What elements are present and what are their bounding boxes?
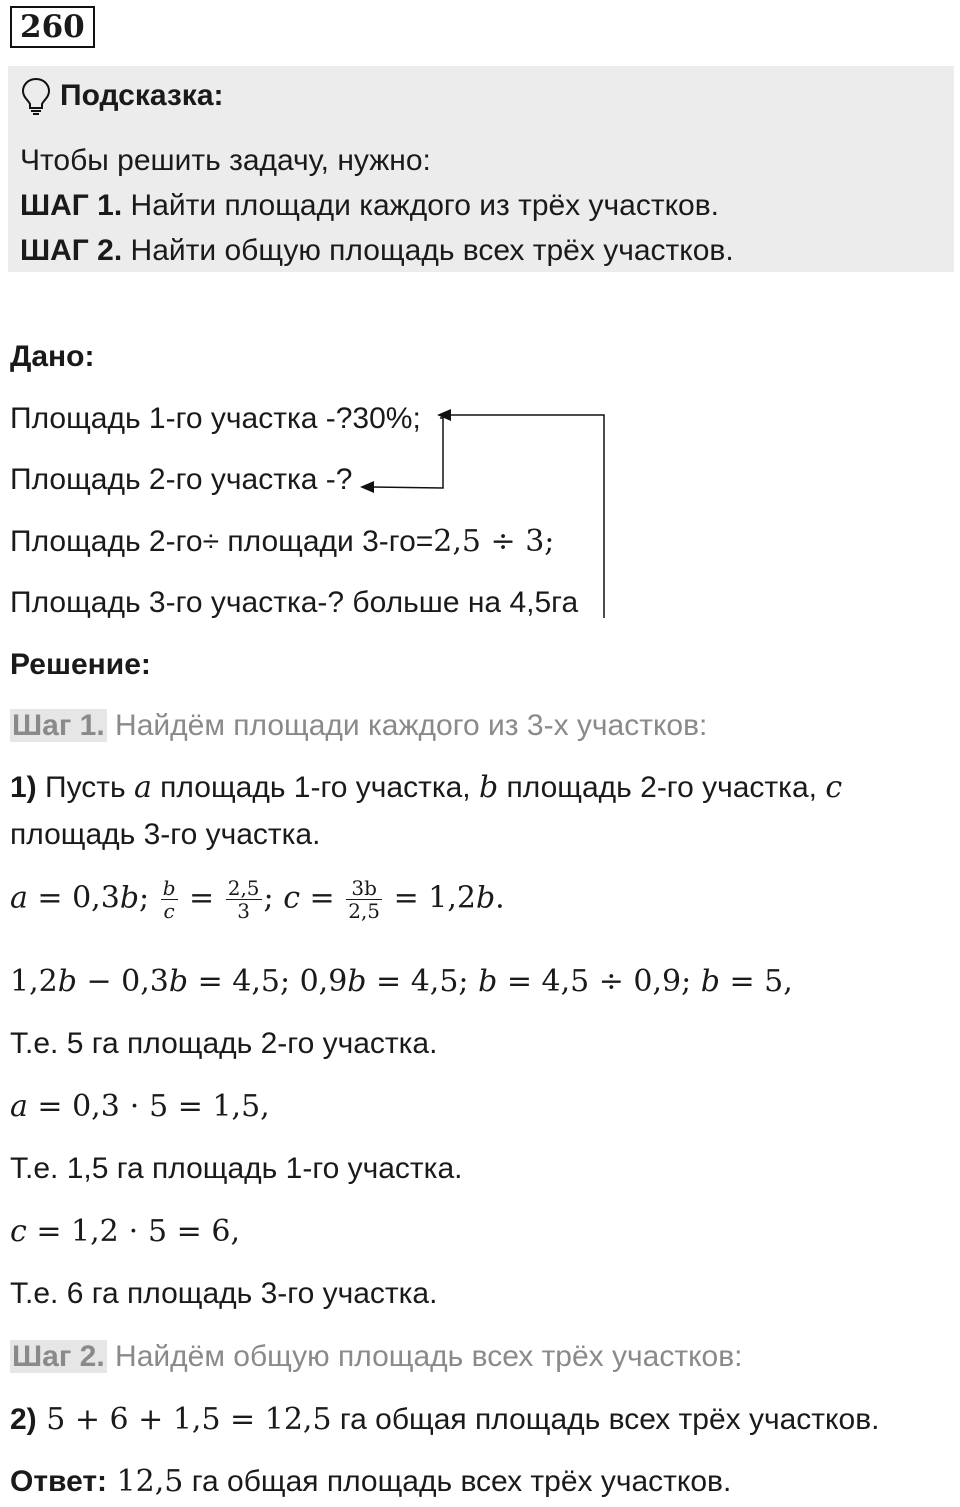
p1-text-2: площадь 1-го участка, [151, 771, 479, 804]
fraction-b-over-c [161, 877, 178, 922]
var-c: c [825, 770, 843, 805]
paragraph-1-line-2: площадь 3-го участка. [10, 818, 321, 851]
step-2-label: Шаг 2. [12, 1340, 105, 1373]
given-line-3-text: Площадь 2-го÷ площади 3-го= [10, 525, 434, 558]
eq1-b: b [119, 880, 140, 916]
given-line-4: Площадь 3-го участка-? больше на 4,5га [10, 586, 579, 619]
eq1-end: . [495, 880, 505, 916]
eq1-a-eq: = 0,3 [27, 880, 120, 916]
hint-intro: Чтобы решить задачу, нужно: [20, 144, 431, 177]
paragraph-1-line-1 [10, 770, 842, 805]
var-a: a [133, 770, 152, 805]
given-line-1: Площадь 1-го участка -?30%; [10, 402, 421, 435]
hint-title-text: Подсказка: [60, 79, 224, 112]
hint-step-2 [20, 234, 734, 268]
fraction-2-5-over-3 [226, 877, 262, 922]
step-1-text: Найдём площади каждого из 3-х участков: [106, 709, 708, 742]
step-2-text: Найдём общую площадь всех трёх участков: [106, 1340, 743, 1373]
frac3-num: 3b [346, 877, 382, 900]
answer-label: Ответ: [10, 1465, 108, 1498]
hint-step-1-label: ШАГ 1. [20, 189, 123, 222]
step-2-heading [10, 1340, 743, 1374]
var-b: b [478, 770, 499, 805]
arrowhead-line-2 [360, 481, 374, 493]
equation-1 [10, 877, 505, 922]
problem-number: 260 [10, 6, 95, 48]
hint-step-2-label: ШАГ 2. [20, 234, 123, 267]
hint-step-1-text: Найти площади каждого из трёх участков. [122, 189, 719, 222]
equation-3: 𝑎 = 0,3 ⋅ 5 = 1,5, [10, 1089, 270, 1124]
result-3: Т.е. 6 га площадь 3-го участка. [10, 1277, 438, 1310]
eq1-semi-2: ; [263, 880, 284, 916]
eq1-c: c [283, 880, 300, 916]
hint-step-2-text: Найти общую площадь всех трёх участков. [122, 234, 734, 267]
equation-2: 1,2𝑏 − 0,3𝑏 = 4,5; 0,9𝑏 = 4,5; 𝑏 = 4,5 ÷ 0,9; 𝑏 = 5, [10, 964, 793, 999]
given-line-2: Площадь 2-го участка -? [10, 463, 353, 496]
frac3-den: 2,5 [348, 899, 381, 923]
eq1-b-2: b [475, 880, 496, 916]
equation-4: 𝑐 = 1,2 ⋅ 5 = 6, [10, 1214, 240, 1249]
fraction-3b-over-2-5 [346, 877, 382, 922]
paragraph-2 [10, 1402, 879, 1437]
paragraph-1-num: 1) [10, 771, 37, 804]
p1-text-3: площадь 2-го участка, [498, 771, 826, 804]
arrowhead-line-1 [437, 409, 451, 421]
paragraph-2-math: 5 + 6 + 1,5 = 12,5 [36, 1402, 332, 1437]
answer-math: 12,5 [107, 1464, 184, 1499]
step-1-heading [10, 709, 707, 743]
answer-text: га общая площадь всех трёх участков. [183, 1465, 732, 1498]
paragraph-2-num: 2) [10, 1403, 37, 1436]
given-heading: Дано: [10, 340, 95, 373]
eq1-semi-1: ; [139, 880, 159, 916]
frac2-den: 3 [237, 899, 250, 923]
answer [10, 1464, 731, 1499]
p1-text-1: Пусть [36, 771, 134, 804]
given-line-3 [10, 524, 554, 559]
eq1-eq-2: = [300, 880, 345, 916]
hint-title [20, 76, 224, 116]
hint-step-1 [20, 189, 719, 223]
paragraph-2-text: га общая площадь всех трёх участков. [331, 1403, 880, 1436]
frac2-num: 2,5 [227, 876, 260, 900]
result-2: Т.е. 1,5 га площадь 1-го участка. [10, 1152, 463, 1185]
eq1-eq-1: = [179, 880, 224, 916]
solution-heading: Решение: [10, 648, 151, 681]
eq1-a: a [10, 880, 28, 916]
frac1-num: b [162, 876, 176, 900]
lightbulb-icon [20, 76, 52, 116]
hint-box [8, 66, 954, 272]
frac1-den: c [163, 899, 175, 923]
eq1-tail: = 1,2 [384, 880, 476, 916]
result-1: Т.е. 5 га площадь 2-го участка. [10, 1027, 438, 1060]
given-ratio: 2,5 ÷ 3; [433, 524, 555, 559]
step-1-label: Шаг 1. [12, 709, 105, 742]
